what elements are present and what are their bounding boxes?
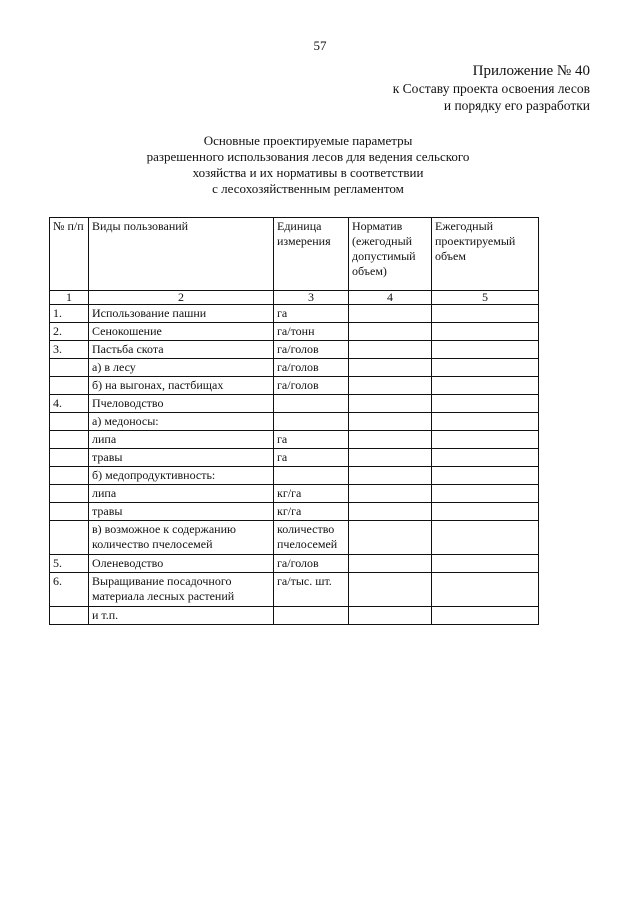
cell-annual <box>432 555 539 573</box>
cell-norm <box>349 467 432 485</box>
cell-norm <box>349 431 432 449</box>
cell-number: 1. <box>50 305 89 323</box>
title-line: Основные проектируемые параметры <box>203 133 413 148</box>
cell-type: Использование пашни <box>89 305 274 323</box>
cell-norm <box>349 485 432 503</box>
cell-unit: га/тыс. шт. <box>274 573 349 607</box>
cell-annual <box>432 521 539 555</box>
cell-type: Выращивание посадочного материала лесных растений <box>89 573 274 607</box>
cell-type: липа <box>89 431 274 449</box>
cell-annual <box>432 413 539 431</box>
cell-number: 4. <box>50 395 89 413</box>
cell-norm <box>349 377 432 395</box>
column-numbers-row <box>50 291 539 305</box>
cell-number: 3. <box>50 341 89 359</box>
document-title <box>0 133 616 197</box>
cell-norm <box>349 555 432 573</box>
cell-unit: га/голов <box>274 359 349 377</box>
cell-unit: га/голов <box>274 377 349 395</box>
header-cell-number: № п/п <box>50 218 89 291</box>
title-line: с лесохозяйственным регламентом <box>212 181 404 196</box>
cell-type: б) на выгонах, пастбищах <box>89 377 274 395</box>
cell-number: 2. <box>50 323 89 341</box>
cell-annual <box>432 503 539 521</box>
appendix-number: Приложение № 40 <box>472 63 590 79</box>
cell-annual <box>432 467 539 485</box>
column-number: 4 <box>349 291 432 305</box>
cell-unit: кг/га <box>274 485 349 503</box>
cell-type: травы <box>89 503 274 521</box>
cell-unit <box>274 395 349 413</box>
cell-annual <box>432 395 539 413</box>
cell-annual <box>432 341 539 359</box>
cell-unit: га <box>274 449 349 467</box>
cell-number <box>50 485 89 503</box>
cell-type: Сенокошение <box>89 323 274 341</box>
header-cell-norm: Норматив (ежегодный допустимый объем) <box>349 218 432 291</box>
cell-unit: га/голов <box>274 555 349 573</box>
cell-annual <box>432 485 539 503</box>
table-row <box>50 521 539 555</box>
table-row <box>50 503 539 521</box>
cell-type: а) медоносы: <box>89 413 274 431</box>
header-cell-annual: Ежегодный проектируемый объем <box>432 218 539 291</box>
cell-unit <box>274 467 349 485</box>
cell-annual <box>432 359 539 377</box>
column-number: 2 <box>89 291 274 305</box>
table-row <box>50 607 539 625</box>
cell-unit: га/голов <box>274 341 349 359</box>
cell-number <box>50 503 89 521</box>
cell-unit <box>274 413 349 431</box>
cell-norm <box>349 341 432 359</box>
column-number: 5 <box>432 291 539 305</box>
table-row <box>50 431 539 449</box>
appendix-reference-cont: и порядку его разработки <box>443 98 590 113</box>
cell-number: 5. <box>50 555 89 573</box>
header-cell-type: Виды пользований <box>89 218 274 291</box>
parameters-table <box>49 217 539 625</box>
cell-type: травы <box>89 449 274 467</box>
cell-norm <box>349 359 432 377</box>
cell-number <box>50 607 89 625</box>
cell-type: а) в лесу <box>89 359 274 377</box>
cell-annual <box>432 607 539 625</box>
cell-norm <box>349 413 432 431</box>
cell-norm <box>349 449 432 467</box>
cell-unit: кг/га <box>274 503 349 521</box>
cell-unit: га <box>274 431 349 449</box>
cell-number <box>50 449 89 467</box>
cell-number <box>50 359 89 377</box>
cell-number <box>50 521 89 555</box>
cell-type: Пчеловодство <box>89 395 274 413</box>
cell-number <box>50 467 89 485</box>
cell-annual <box>432 573 539 607</box>
table-header-row <box>50 218 539 291</box>
title-line: разрешенного использования лесов для ведения сельского <box>146 149 470 164</box>
cell-unit: количество пчелосемей <box>274 521 349 555</box>
table-row <box>50 359 539 377</box>
column-number: 3 <box>274 291 349 305</box>
cell-unit <box>274 607 349 625</box>
cell-unit: га <box>274 305 349 323</box>
cell-annual <box>432 449 539 467</box>
header-cell-unit: Единица измерения <box>274 218 349 291</box>
title-line: хозяйства и их нормативы в соответствии <box>192 165 424 180</box>
cell-type: липа <box>89 485 274 503</box>
cell-number <box>50 431 89 449</box>
appendix-note <box>393 62 590 114</box>
cell-norm <box>349 395 432 413</box>
cell-annual <box>432 377 539 395</box>
cell-annual <box>432 431 539 449</box>
cell-norm <box>349 323 432 341</box>
cell-norm <box>349 305 432 323</box>
cell-norm <box>349 503 432 521</box>
cell-type: Пастьба скота <box>89 341 274 359</box>
cell-type: в) возможное к содержанию количество пчелосемей <box>89 521 274 555</box>
table-row <box>50 395 539 413</box>
table-row <box>50 485 539 503</box>
table-row <box>50 413 539 431</box>
cell-annual <box>432 305 539 323</box>
table-row <box>50 573 539 607</box>
table-row <box>50 555 539 573</box>
appendix-reference: к Составу проекта освоения лесов <box>392 81 590 96</box>
cell-unit: га/тонн <box>274 323 349 341</box>
table-row <box>50 305 539 323</box>
cell-norm <box>349 607 432 625</box>
table-row <box>50 377 539 395</box>
cell-type: и т.п. <box>89 607 274 625</box>
cell-annual <box>432 323 539 341</box>
cell-number <box>50 377 89 395</box>
cell-norm <box>349 573 432 607</box>
table-row <box>50 467 539 485</box>
cell-number <box>50 413 89 431</box>
cell-norm <box>349 521 432 555</box>
table-row <box>50 341 539 359</box>
cell-type: б) медопродуктивность: <box>89 467 274 485</box>
column-number: 1 <box>50 291 89 305</box>
cell-type: Оленеводство <box>89 555 274 573</box>
page-number: 57 <box>313 38 327 53</box>
cell-number: 6. <box>50 573 89 607</box>
table-row <box>50 449 539 467</box>
table-row <box>50 323 539 341</box>
